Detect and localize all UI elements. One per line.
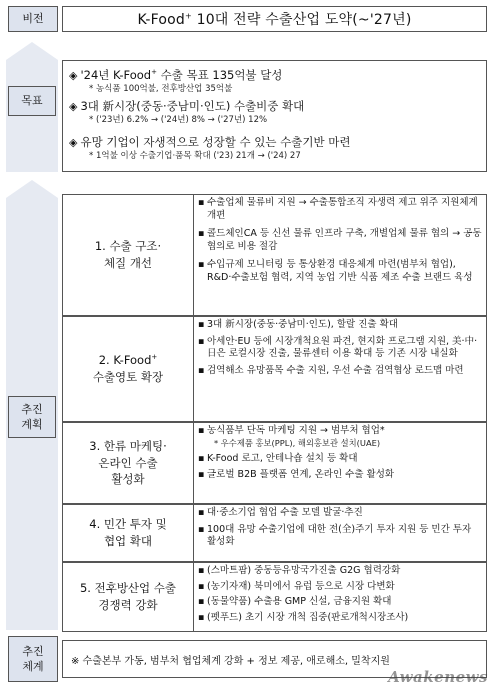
goals-label [8, 86, 56, 116]
list-item: ▪ 대·중소기업 협업 수출 모델 발굴·추진 [198, 507, 363, 518]
list-item: ▪ 아세안·EU 등에 시장개척요원 파견, 현지화 프로그램 지원, 美·中·日은 로컬시장 진출, 물류센터 이용 확대 등 기존 시장 내실화 [198, 335, 478, 360]
list-item: ▪ 검역해소 유망품목 수출 지원, 우선 수출 검역협상 로드맵 마련 [198, 364, 464, 376]
list-item: ▪ 글로벌 B2B 플랫폼 연계, 온라인 수출 활성화 [198, 469, 395, 481]
strategy-row-3 [62, 422, 487, 504]
strategy-row-2-title: 2. K-Food+ 수출영토 확장 [92, 353, 164, 384]
strategy-row-4-body [193, 505, 486, 561]
strategy-row-5-body [193, 563, 486, 631]
vision-title: K-Food+ 10대 전략 수출산업 도약(~'27년) [137, 11, 412, 28]
list-item: ▪ (스마트팜) 중동등유망국가진출 G2G 협력강화 [198, 565, 401, 576]
list-item: ▪ K-Food 로고, 안테나숍 설치 등 확대 [198, 452, 358, 464]
strategy-row-5-title: 5. 전후방산업 수출 경쟁력 강화 [79, 581, 177, 612]
list-item: ▪ 농식품부 단독 마케팅 지원 → 범부처 협업* [198, 425, 385, 436]
diamond-bullet-icon: ◈ [69, 136, 78, 149]
goal-item-3-note: * 1억불 이상 수출기업·품목 확대 ('23) 21개 → ('24) 27 [89, 151, 301, 161]
strategy-row-5 [62, 562, 487, 632]
diamond-bullet-icon: ◈ [69, 100, 78, 113]
strategy-label [8, 396, 56, 438]
strategy-row-3-title: 3. 한류 마케팅· 온라인 수출 활성화 [89, 438, 167, 487]
goals-box [62, 60, 487, 172]
strategy-row-2-body [193, 317, 486, 421]
vision-label [8, 6, 58, 32]
list-item: ▪ 100대 유망 수출기업에 대한 전(全)주기 투자 지원 등 민간 투자 활성화 [198, 523, 472, 548]
diamond-bullet-icon: ◈ [69, 68, 78, 82]
list-item: ▪ 수입규제 모니터링 등 통상환경 대응체계 마련(범부처 협업), R&D·수출보험 협력, 지역 농업 기반 식품 제조 수출 브랜드 육성 [198, 259, 473, 283]
strategy-row-1-body [193, 195, 486, 315]
strategy-label-text: 추진 계획 [21, 402, 43, 431]
list-item: ▪ 수출업체 물류비 지원 → 수출통합조직 자생력 제고 위주 지원체계 개편 [198, 197, 478, 221]
list-item: ▪ (펫푸드) 초기 시장 개척 집중(판로개척시장조사) [198, 611, 409, 623]
watermark-logo: Awakenews [388, 668, 488, 686]
goals-arrow-body [6, 60, 58, 172]
list-item: ▪ 3대 新시장(중동·중남미·인도), 할랄 진출 확대 [198, 319, 398, 330]
strategy-row-2 [62, 316, 487, 422]
strategy-row-1 [62, 194, 487, 316]
list-item: ▪ (농기자재) 북미에서 유럽 등으로 시장 다변화 [198, 580, 395, 592]
system-text: ※ 수출본부 가동, 범부처 협업체계 강화 + 정보 제공, 애로해소, 밀착지원 [71, 655, 390, 667]
strategy-row-4 [62, 504, 487, 562]
goal-item-3: ◈ 유망 기업이 자생적으로 성장할 수 있는 수출기반 마련 * 1억불 이상 수출기업·품목 확대 ('23) 21개 → ('24) 27 [69, 135, 482, 162]
list-item: ▪ 콜드체인CA 등 신선 물류 인프라 구축, 개별업체 물류 협의 → 공동 협의로 비용 절감 [198, 228, 482, 252]
vision-label-text: 비전 [22, 12, 44, 26]
goal-item-1: ◈ '24년 K-Food+ 수출 목표 135억불 달성 * 농식품 100억불, 전후방산업 35억불 [69, 65, 482, 95]
goal-item-1-note: * 농식품 100억불, 전후방산업 35억불 [89, 83, 233, 94]
list-item: ▪ (동물약품) 수출용 GMP 신설, 금융지원 확대 [198, 596, 392, 608]
system-label-text: 추진 체계 [22, 644, 44, 673]
goals-arrow-head [6, 42, 58, 60]
system-label [8, 636, 58, 682]
strategy-row-1-title: 1. 수출 구조· 체질 개선 [94, 239, 162, 270]
goal-item-2-note: * ('23년) 6.2% → ('24년) 8% → ('27년) 12% [89, 115, 268, 125]
goals-label-text: 목표 [21, 94, 43, 108]
goal-item-2: ◈ 3대 新시장(중동·중남미·인도) 수출비중 확대 * ('23년) 6.2% → ('24년) 8% → ('27년) 12% [69, 99, 482, 126]
list-item-note: * 우수제품 홍보(PPL), 해외홍보관 설치(UAE) [214, 437, 381, 448]
strategy-row-3-body [193, 423, 486, 503]
strategy-row-4-title: 4. 민간 투자 및 협업 확대 [89, 517, 167, 548]
vision-title-box [62, 6, 487, 32]
strategy-arrow-head [6, 180, 58, 198]
